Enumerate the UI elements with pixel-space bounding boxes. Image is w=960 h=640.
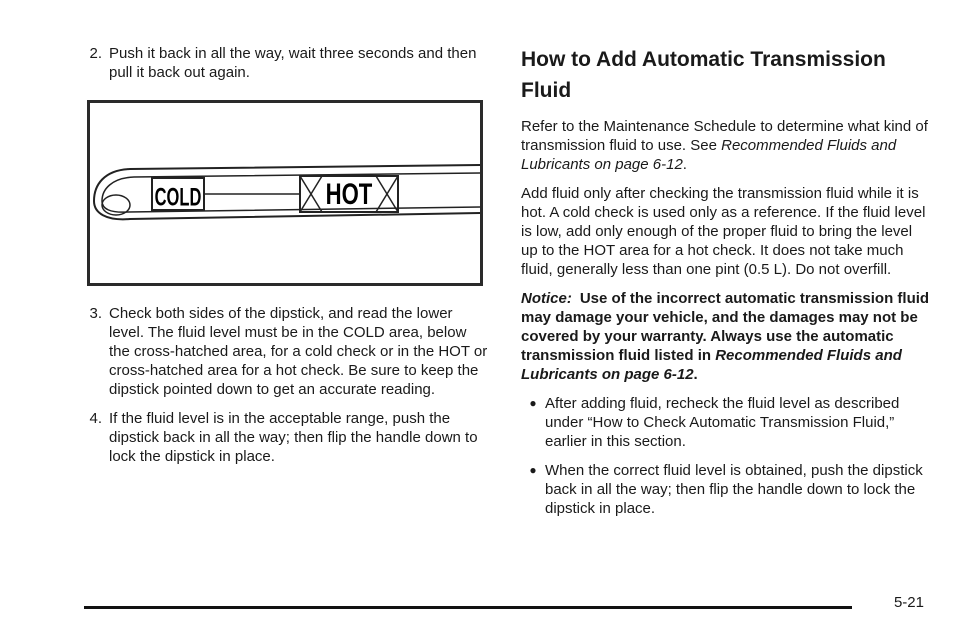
left-column [78,44,490,476]
step-text: Check both sides of the dipstick, and read the lower level. The fluid level must be in the COLD area, below the cross-hatched area, for a cold check or in the HOT or cross-hatched area for a hot check. Be sure to keep the dipstick pointed down to get an accurate reading. [109,305,488,398]
bullet-item [521,394,931,451]
cross-reference: Recommended Fluids and Lubricants on page 6-12 [521,137,897,173]
step-3 [78,304,490,399]
cross-reference: Recommended Fluids and Lubricants on page 6-12 [521,347,902,383]
dipstick-illustration [87,100,483,286]
step-2 [78,44,490,82]
paragraph-add-fluid: Add fluid only after checking the transmission fluid while it is hot. A cold check is used only as a reference. If the fluid level is low, add only enough of the proper fluid to bring the level up to the HOT area for a hot check. It does not take much fluid, generally less than one pint (0.5 L). Do not overfill. [521,185,926,278]
footer-rule [84,606,852,609]
bullet-text: After adding fluid, recheck the fluid level as described under “How to Check Automatic Transmission Fluid,” earlier in this section. [545,395,900,450]
bullet-icon: ● [529,396,537,410]
notice-text: Use of the incorrect automatic transmission fluid may damage your vehicle, and the damages may not be covered by your warranty. Always use the automatic transmission fluid listed in [521,290,930,364]
notice-label: Notice: [521,290,572,307]
bullet-icon: ● [529,463,537,477]
step-text: Push it back in all the way, wait three seconds and then pull it back out again. [109,45,477,81]
section-heading: How to Add Automatic Transmission Fluid [521,48,886,102]
cold-label: COLD [154,182,202,212]
step-number: 3. [89,305,102,322]
bullet-item [521,461,931,518]
notice-block: Notice: Use of the incorrect automatic transmission fluid may damage your vehicle, and the damages may not be covered by your warranty. Always use the automatic transmission fluid listed in Recommended Fluids and Lubricants on page 6-12. [521,290,930,383]
dipstick-drawing [90,103,480,283]
step-number: 2. [89,45,102,62]
bullet-text: When the correct fluid level is obtained, push the dipstick back in all the way; then flip the handle down to lock the dipstick in place. [545,462,923,517]
page-number: 5-21 [893,594,924,611]
right-column [521,44,931,528]
hot-label: HOT [325,176,373,212]
paragraph-intro: Refer to the Maintenance Schedule to determine what kind of transmission fluid to use. See Recommended Fluids and Lubricants on page 6-12. [521,118,928,173]
step-text: If the fluid level is in the acceptable range, push the dipstick back in all the way; then flip the handle down to lock the dipstick in place. [109,410,478,465]
step-4 [78,409,490,466]
step-number: 4. [89,410,102,427]
